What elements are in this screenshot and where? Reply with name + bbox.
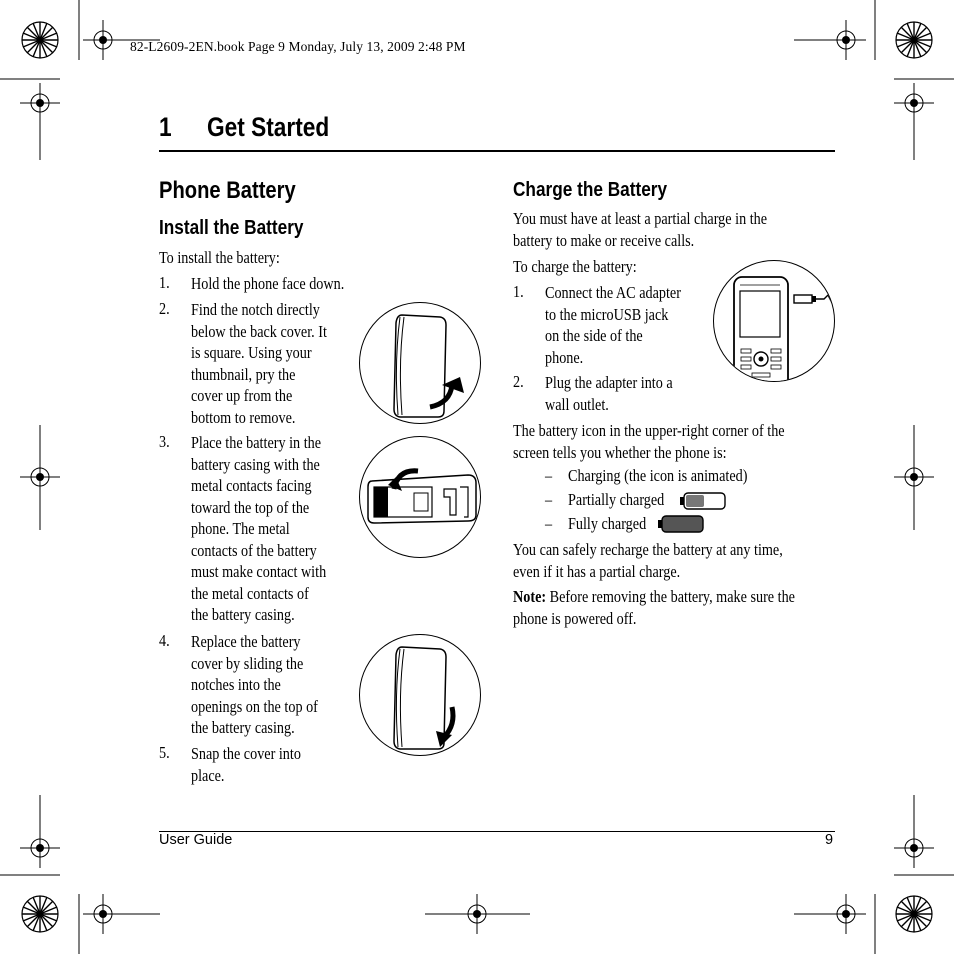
footer-title: User Guide — [159, 832, 233, 848]
chapter-title: Get Started — [207, 112, 330, 142]
step-line: notches into the — [191, 675, 281, 694]
step-line: metal contacts facing — [191, 476, 312, 495]
footer-rule — [159, 831, 835, 832]
step-number: 2. — [159, 299, 170, 318]
step-number: 5. — [159, 743, 170, 762]
step-line: phone. The metal — [191, 519, 290, 538]
step-number: 4. — [159, 631, 170, 650]
step-line: Hold the phone face down. — [191, 274, 345, 293]
state-charging: Charging (the icon is animated) — [568, 466, 748, 485]
replace-cover-illustration — [359, 634, 481, 756]
step-line: wall outlet. — [545, 394, 609, 414]
step-line: openings on the top of — [191, 696, 318, 716]
state-dash: – — [545, 466, 553, 485]
charge-paragraph-line: battery to make or receive calls. — [513, 230, 695, 250]
install-intro: To install the battery: — [159, 248, 280, 267]
step-number: 2. — [513, 372, 524, 391]
step-number: 1. — [513, 282, 524, 301]
step-line: bottom to remove. — [191, 407, 296, 427]
charge-intro: To charge the battery: — [513, 257, 637, 276]
note-text: Before removing the battery, make sure the — [546, 587, 795, 606]
step-line: Find the notch directly — [191, 300, 320, 319]
step-line: contacts of the battery — [191, 540, 317, 560]
page-number: 9 — [825, 832, 834, 848]
state-dash: – — [545, 514, 553, 533]
step-line: the battery casing. — [191, 718, 295, 737]
step-line: Place the battery in the — [191, 433, 322, 452]
step-line: cover by sliding the — [191, 653, 304, 673]
remove-cover-illustration — [359, 302, 481, 424]
step-line: thumbnail, pry the — [191, 364, 296, 384]
step-line: the metal contacts of — [191, 583, 309, 603]
partial-battery-icon — [679, 491, 727, 511]
print-header: 82-L2609-2EN.book Page 9 Monday, July 13, 2009 2:48 PM — [130, 39, 466, 54]
state-fully-charged: Fully charged — [568, 514, 647, 533]
step-line: the battery casing. — [191, 605, 295, 624]
charge-paragraph-line: You must have at least a partial charge in the — [513, 209, 768, 228]
battery-icon-paragraph-line: The battery icon in the upper-right corner of the — [513, 421, 785, 440]
note-label: Note: — [513, 587, 547, 606]
step-number: 1. — [159, 273, 170, 292]
step-line: place. — [191, 765, 225, 785]
step-line: cover up from the — [191, 386, 293, 405]
step-line: toward the top of the — [191, 497, 310, 517]
state-dash: – — [545, 490, 553, 509]
step-line: Connect the AC adapter — [545, 283, 681, 302]
battery-icon-paragraph-line: screen tells you whether the phone is: — [513, 442, 727, 462]
step-line: is square. Using your — [191, 343, 312, 362]
step-line: phone. — [545, 347, 584, 367]
subheading-install-battery: Install the Battery — [159, 216, 304, 239]
state-partially-charged: Partially charged — [568, 490, 665, 509]
recharge-paragraph-line: You can safely recharge the battery at any time, — [513, 540, 783, 559]
section-heading-phone-battery: Phone Battery — [159, 177, 296, 204]
chapter-rule — [159, 150, 835, 152]
full-battery-icon — [657, 514, 705, 534]
insert-battery-illustration — [359, 436, 481, 558]
step-line: to the microUSB jack — [545, 304, 669, 324]
step-line: must make contact with — [191, 562, 327, 581]
note-line: phone is powered off. — [513, 608, 637, 628]
section-heading-charge-battery: Charge the Battery — [513, 178, 668, 201]
chapter-number: 1 — [159, 112, 172, 142]
step-line: Replace the battery — [191, 632, 301, 651]
recharge-paragraph-line: even if it has a partial charge. — [513, 561, 681, 581]
step-line: on the side of the — [545, 326, 643, 345]
step-line: Snap the cover into — [191, 744, 301, 763]
step-line: battery casing with the — [191, 454, 320, 474]
step-number: 3. — [159, 432, 170, 451]
step-line: Plug the adapter into a — [545, 373, 673, 392]
step-line: below the back cover. It — [191, 321, 327, 341]
charging-phone-illustration — [713, 260, 835, 382]
note-line — [513, 586, 795, 608]
